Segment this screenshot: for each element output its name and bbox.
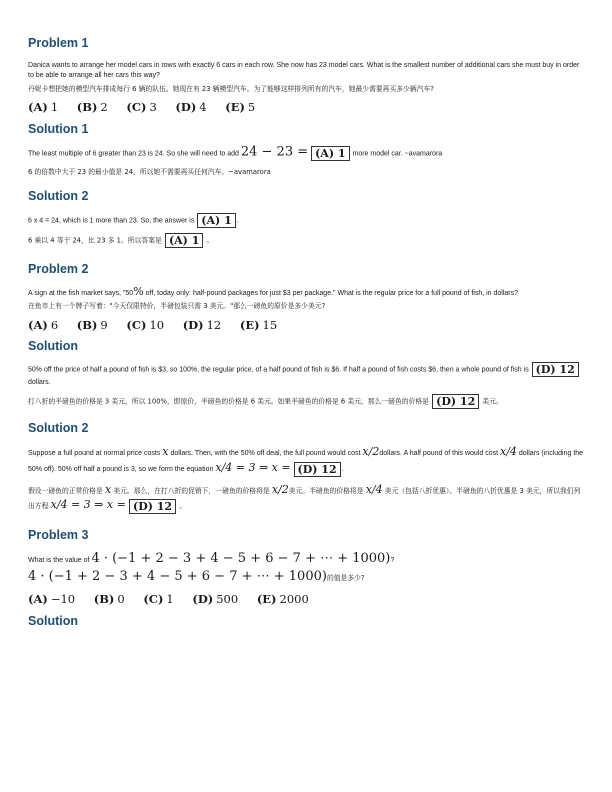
problem-2-solution-2-text-en: Suppose a full pound at normal price costs x dollars. Then, with the 50% off deal, the full pound would cost x/2dollars. A half pound of this would cost x/4 dollars (including the 50% off). 50% off half a pound is 3, so we form the equation x/4 = 3 ⇒ x = (D) 12 .: [28, 445, 584, 476]
problem-3-choices: [28, 592, 584, 606]
choice-e: (E) 2000: [256, 591, 309, 606]
choice-b: (B) 9: [76, 318, 108, 332]
problem-2-solution-heading: Solution: [28, 339, 78, 353]
document-page: [28, 36, 584, 629]
solution-2-text-en: 6 x 4 = 24, which is 1 more than 23. So, the answer is (A) 1 .: [28, 214, 239, 227]
problem-1-text-cn: 丹妮卡想把她的模型汽车排成每行 6 辆的队伍。她现在有 23 辆模型汽车。为了能够这样排列所有的汽车，她最少需要再买多少辆汽车?: [28, 85, 434, 93]
problem-2-solution-2-heading: Solution 2: [28, 421, 89, 435]
answer-box: (A) 1: [197, 213, 235, 228]
choice-a: (A) −10: [28, 591, 76, 606]
answer-box: (D) 12: [129, 499, 176, 514]
choice-b: (B) 2: [76, 100, 108, 114]
problem-2-solution-text-en: 50% off the price of half a pound of fish is $3, so 100%, the regular price, of a half pound of fish is $6. If half a pound of fish costs $6, then a whole pound of fish is (D) 12 dollars.: [28, 362, 584, 388]
answer-box: (A) 1: [165, 233, 203, 248]
problem-3-text-en: What is the value of 4 · (−1 + 2 − 3 + 4 − 5 + 6 − 7 + ⋯ + 1000)?: [28, 550, 395, 566]
problem-2-heading: Problem 2: [28, 262, 89, 276]
answer-box: (D) 12: [294, 462, 341, 477]
choice-a: (A) 1: [28, 100, 59, 114]
answer-box: (D) 12: [432, 394, 479, 409]
choice-c: (C) 3: [126, 100, 157, 114]
choice-e: (E) 15: [239, 318, 278, 332]
problem-3-expression: 4 · (−1 + 2 − 3 + 4 − 5 + 6 − 7 + ⋯ + 1000): [28, 568, 327, 584]
problem-2-choices: [28, 318, 584, 332]
problem-3-solution-heading: Solution: [28, 613, 78, 628]
choice-c: (C) 10: [126, 318, 165, 332]
problem-2-solution-text-cn: 打八折的半磅鱼的价格是 3 美元，所以 100%，即原价，半磅鱼的价格是 6 美元。如果半磅鱼的价格是 6 美元，那么一磅鱼的价格是 (D) 12 美元。: [28, 395, 503, 408]
problem-3-text-cn: 4 · (−1 + 2 − 3 + 4 − 5 + 6 − 7 + ⋯ + 1000)的值是多少?: [28, 568, 365, 584]
problem-1-choices: [28, 100, 584, 114]
answer-box: (D) 12: [532, 362, 579, 377]
choice-c: (C) 1: [143, 591, 174, 606]
solution-1-text-en: The least multiple of 6 greater than 23 is 24. So she will need to add 24 − 23 = (A) 1 more model car. ~avamarora: [28, 144, 443, 160]
answer-box: (A) 1: [311, 146, 349, 161]
choice-a: (A) 6: [28, 318, 59, 332]
solution-1-text-cn: 6 的倍数中大于 23 的最小值是 24。所以她不需要再买任何汽车。~avamarora: [28, 168, 271, 176]
problem-2-text-en: A sign at the fish market says, "50% off, today only: half-pound packages for just $3 per package." What is the regular price for a full pound of fish, in dollars?: [28, 285, 519, 298]
problem-3-heading: Problem 3: [28, 527, 89, 542]
problem-1-text-en: Danica wants to arrange her model cars in rows with exactly 6 cars in each row. She now has 23 model cars. What is the smallest number of additional cars she must buy in order to be able to arrange all her cars this way?: [28, 62, 580, 79]
problem-2-text-cn: 在鱼市上有一个牌子写着："今天仅限特价，半磅包装只需 3 美元。"那么一磅鱼的原价是多少美元?: [28, 302, 326, 310]
solution-1-heading: Solution 1: [28, 122, 89, 136]
choice-d: (D) 12: [182, 318, 222, 332]
choice-d: (D) 500: [192, 591, 239, 606]
choice-e: (E) 5: [225, 100, 256, 114]
choice-d: (D) 4: [175, 100, 207, 114]
choice-b: (B) 0: [93, 591, 125, 606]
problem-3-expression: 4 · (−1 + 2 − 3 + 4 − 5 + 6 − 7 + ⋯ + 1000): [91, 550, 391, 566]
solution-2-heading: Solution 2: [28, 189, 89, 203]
solution-2-text-cn: 6 乘以 4 等于 24，比 23 多 1。所以答案是 (A) 1 。: [28, 234, 214, 247]
problem-2-solution-2-text-cn: 假设一磅鱼的正常价格是 x 美元。那么，在打八折的促销下，一磅鱼的价格将是 x/2美元。半磅鱼的价格将是 x/4 美元（包括八折优惠）。半磅鱼的八折优惠是 3 美元，所以我们列出方程 x/4 = 3 ⇒ x = (D) 12 。: [28, 483, 581, 513]
problem-1-heading: Problem 1: [28, 36, 89, 50]
